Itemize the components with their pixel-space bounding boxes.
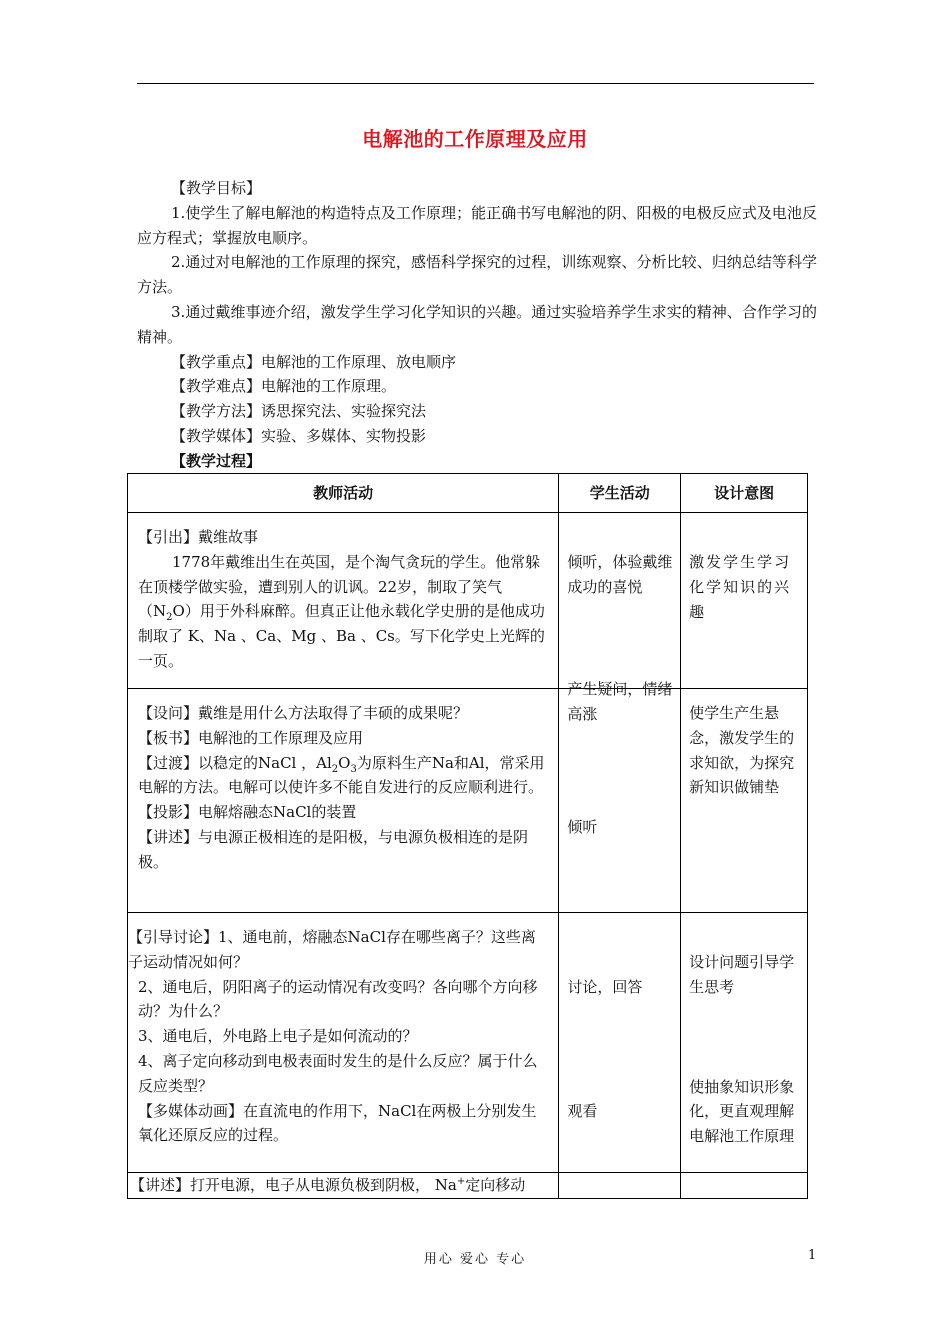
cell-text: 【讲述】与电源正极相连的是阳极，与电源负极相连的是阴极。: [138, 827, 529, 871]
process-heading: 【教学过程】: [171, 451, 262, 470]
table-header-row: [128, 474, 808, 513]
cell-text: 3、通电后，外电路上电子是如何流动的？: [138, 1027, 418, 1046]
text-run: O）用于外科麻醉。但真正让他永载化学史册的是他成功制取了 K、Na 、Ca、Mg 、Ba 、Cs。写下化学史上光辉的一页。: [138, 602, 545, 670]
cell-text: 【板书】电解池的工作原理及应用: [138, 728, 364, 747]
text-run: 1778年戴维出生在英国，是个淘气贪玩的学生。他常躲在顶楼学做实验，遭到别人的讥讽。22岁，制取了笑气（N: [138, 552, 541, 621]
footer-motto: 用心 爱心 专心: [423, 1252, 527, 1267]
cell-text: 2、通电后，阴阳离子的运动情况有改变吗？各向哪个方向移动？为什么？: [138, 977, 538, 1021]
cell-text: 【引出】戴维故事: [138, 528, 259, 546]
table-row: [128, 513, 808, 689]
teacher-cell: [128, 513, 559, 689]
cell-text: 倾听，体验戴维成功的喜悦: [567, 553, 673, 596]
table-row: [128, 913, 808, 1173]
student-cell: [559, 680, 681, 913]
teaching-methods: 【教学方法】诱思探究法、实验探究法: [171, 402, 427, 421]
cell-text: [130, 1173, 558, 1198]
cell-text: [138, 751, 550, 801]
teacher-cell: [128, 1173, 559, 1199]
cell-text: [138, 550, 550, 674]
cell-text: 产生疑问，情绪高涨: [567, 680, 673, 723]
subscript: 3: [350, 763, 357, 775]
cell-text: 激发学生学习化学知识的兴趣: [689, 553, 792, 621]
objectives-section: [137, 176, 817, 474]
cell-text: 倾听: [567, 817, 598, 836]
intent-cell: [681, 513, 808, 689]
objective-item: 3.通过戴维事迹介绍，激发学生学习化学知识的兴趣。通过实验培养学生求实的精神、合作学习的精神。: [137, 302, 817, 346]
teaching-process-table: [127, 473, 808, 1199]
intent-cell: [681, 1173, 808, 1199]
teacher-cell: [128, 913, 559, 1173]
intent-cell: [681, 913, 808, 1173]
difficult-points: 【教学难点】电解池的工作原理。: [171, 377, 397, 396]
superscript: +: [456, 1176, 466, 1187]
header-rule: [137, 83, 814, 84]
text-run: 定向移动: [465, 1176, 526, 1194]
student-cell: [559, 1173, 681, 1199]
subscript: 2: [331, 763, 339, 775]
table-row: [128, 1173, 808, 1199]
student-cell: [559, 513, 681, 689]
page-title: 电解池的工作原理及应用: [362, 127, 588, 151]
cell-text: 设计问题引导学生思考: [689, 953, 795, 996]
text-run: 为原料生产Na和Al，常采用电解的方法。电解可以使许多不能自发进行的反应顺利进行。: [138, 753, 545, 797]
cell-text: 【引导讨论】1、通电前，熔融态NaCl存在哪些离子？这些离子运动情况如何？: [128, 928, 536, 971]
page-number: 1: [808, 1248, 817, 1263]
cell-text: 【投影】电解熔融态NaCl的装置: [138, 803, 357, 822]
table-row: [128, 689, 808, 913]
teacher-cell: [128, 689, 559, 913]
subscript: 2: [166, 612, 173, 624]
cell-text: 使抽象知识形象化，更直观理解电解池工作原理: [689, 1077, 795, 1146]
student-cell: [559, 913, 681, 1173]
header-intent: 设计意图: [681, 474, 808, 513]
header-teacher: 教师活动: [128, 474, 559, 513]
cell-text: 观看: [567, 1101, 598, 1120]
text-run: O: [338, 753, 351, 772]
intent-cell: [681, 689, 808, 913]
teaching-media: 【教学媒体】实验、多媒体、实物投影: [171, 426, 427, 445]
cell-text: 讨论，回答: [567, 978, 643, 996]
cell-text: 【设问】戴维是用什么方法取得了丰硕的成果呢？: [138, 704, 469, 722]
cell-text: 【多媒体动画】在直流电的作用下，NaCl在两极上分别发生氧化还原反应的过程。: [138, 1101, 537, 1145]
objective-item: 1.使学生了解电解池的构造特点及工作原理；能正确书写电解池的阴、阳极的电极反应式及电池反应方程式；掌握放电顺序。: [137, 203, 817, 247]
header-student: 学生活动: [559, 474, 681, 513]
objective-item: 2.通过对电解池的工作原理的探究，感悟科学探究的过程，训练观察、分析比较、归纳总结等科学方法。: [137, 253, 817, 297]
text-run: 【过渡】以稳定的NaCl ，Al: [138, 753, 332, 772]
objectives-heading: 【教学目标】: [171, 179, 262, 197]
key-points: 【教学重点】电解池的工作原理、放电顺序: [171, 352, 457, 371]
text-run: 【讲述】打开电源，电子从电源负极到阴极， Na: [130, 1176, 457, 1194]
cell-text: 4、离子定向移动到电极表面时发生的是什么反应？属于什么反应类型？: [138, 1051, 538, 1095]
cell-text: 使学生产生悬念，激发学生的求知欲，为探究新知识做铺垫: [689, 704, 795, 797]
